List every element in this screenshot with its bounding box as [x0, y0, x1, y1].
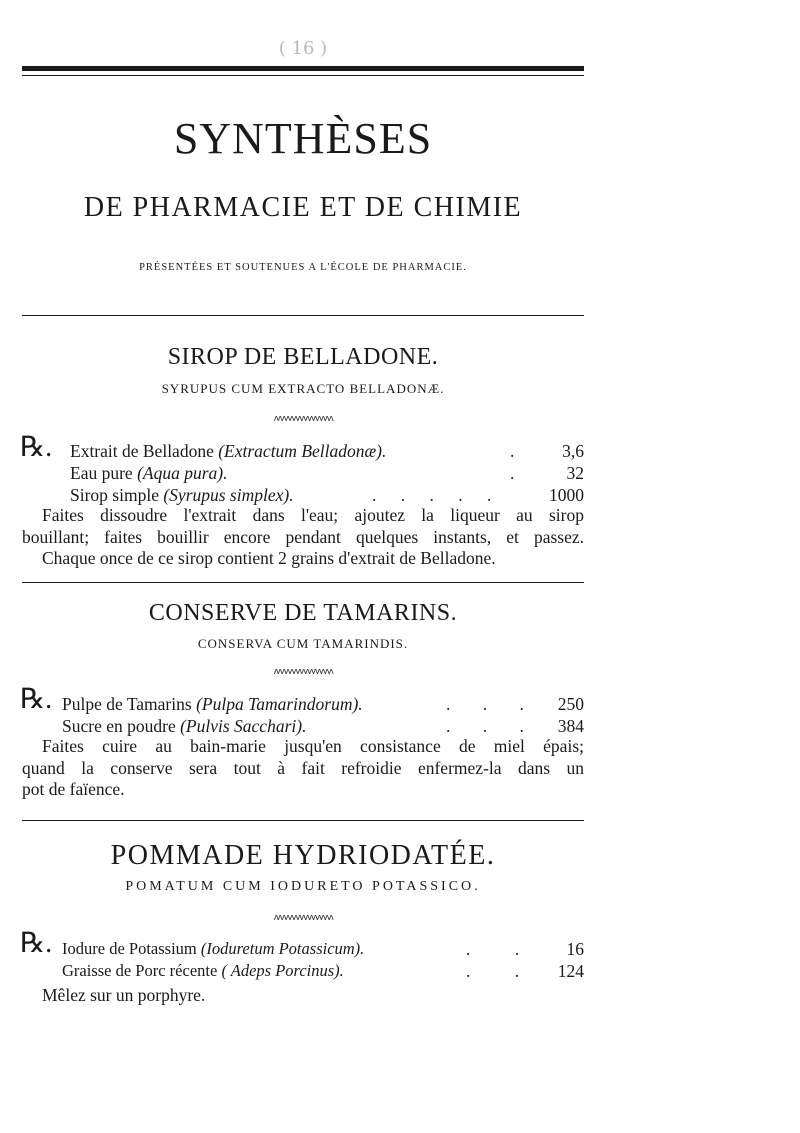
ornament-divider: ʌʌʌʌʌʌʌʌʌʌʌʌʌʌʌ — [273, 667, 333, 677]
ingredient-line — [62, 939, 364, 959]
ingredient-dots: . — [510, 441, 515, 461]
ingredient-quantity: 124 — [557, 961, 584, 981]
main-title: SYNTHÈSES — [173, 114, 433, 163]
page-number: ( 16 ) — [278, 38, 328, 59]
ingredient-latin: (Pulvis Sacchari). — [180, 716, 307, 736]
ingredient-dots: . . . . . — [372, 485, 502, 505]
ingredient-latin: (Pulpa Tamarindorum). — [196, 694, 363, 714]
text-line: pot de faïence. — [22, 779, 125, 799]
ingredient-quantity: 32 — [566, 463, 584, 483]
ingredient-name: Graisse de Porc récente — [62, 961, 218, 980]
text-line: Chaque once de ce sirop contient 2 grains d'extrait de Belladone. — [42, 548, 496, 568]
ingredient-latin: (Aqua pura). — [137, 463, 228, 483]
ingredient-latin: (Ioduretum Potassicum). — [200, 939, 365, 958]
text-line: bouillant; faites bouillir encore pendant quelques instants, et passez. — [22, 526, 584, 547]
ingredient-name: Eau pure — [70, 463, 133, 483]
text-line: Faites dissoudre l'extrait dans l'eau; ajoutez la liqueur au sirop — [42, 505, 584, 525]
section-latin-title: SYRUPUS CUM EXTRACTO BELLADONÆ. — [161, 381, 445, 396]
ornament-divider: ʌʌʌʌʌʌʌʌʌʌʌʌʌʌʌ — [273, 414, 333, 424]
text-line: Faites cuire au bain-marie jusqu'en consistance de miel épais; — [42, 736, 584, 756]
text-line: Mêlez sur un porphyre. — [42, 985, 206, 1005]
ingredient-line — [70, 485, 294, 506]
section-title: POMMADE HYDRIODATÉE. — [110, 840, 496, 871]
ingredient-latin: ( Adeps Porcinus). — [221, 961, 344, 980]
header-rule-thin — [22, 75, 584, 76]
section-latin-title: POMATUM CUM IODURETO POTASSICO. — [125, 879, 481, 894]
ingredient-line — [62, 961, 344, 981]
ingredient-line — [62, 716, 306, 737]
ingredient-line — [70, 463, 227, 484]
ingredient-latin: (Extractum Belladonæ). — [218, 441, 387, 461]
ingredient-latin: (Syrupus simplex). — [163, 485, 294, 505]
ingredient-line — [70, 441, 386, 462]
recipe-symbol: ℞. — [20, 432, 53, 463]
preparation-text — [22, 505, 584, 570]
title-note: PRÉSENTÉES ET SOUTENUES A L'ÉCOLE DE PHARMACIE. — [139, 262, 467, 273]
ingredient-dots: . — [510, 463, 515, 483]
recipe-symbol: ℞. — [20, 928, 53, 959]
preparation-text — [22, 736, 584, 801]
ingredient-quantity: 250 — [557, 694, 584, 714]
ingredient-dots: . . — [466, 939, 540, 959]
ingredient-name: Sirop simple — [70, 485, 159, 505]
ingredient-dots: . . — [466, 961, 540, 981]
ornament-divider: ʌʌʌʌʌʌʌʌʌʌʌʌʌʌʌ — [273, 913, 333, 923]
ingredient-quantity: 3,6 — [562, 441, 584, 461]
text-line: quand la conserve sera tout à fait refroidie enfermez-la dans un — [22, 757, 584, 778]
ingredient-dots: . . . — [446, 716, 538, 736]
ingredient-line — [62, 694, 363, 715]
main-subtitle: DE PHARMACIE ET DE CHIMIE — [83, 192, 523, 223]
ingredient-name: Iodure de Potassium — [62, 939, 197, 958]
header-rule-thick — [22, 66, 584, 71]
ingredient-quantity: 384 — [557, 716, 584, 736]
section-rule — [22, 315, 584, 316]
ingredient-name: Extrait de Belladone — [70, 441, 214, 461]
preparation-text — [22, 985, 584, 1007]
ingredient-dots: . . . — [446, 694, 538, 714]
ingredient-name: Sucre en poudre — [62, 716, 176, 736]
ingredient-quantity: 16 — [566, 939, 584, 959]
section-title: CONSERVE DE TAMARINS. — [148, 600, 458, 626]
section-title: SIROP DE BELLADONE. — [167, 344, 439, 370]
ingredient-name: Pulpe de Tamarins — [62, 694, 192, 714]
section-rule — [22, 820, 584, 821]
recipe-symbol: ℞. — [20, 684, 53, 715]
ingredient-quantity: 1000 — [549, 485, 584, 505]
section-latin-title: CONSERVA CUM TAMARINDIS. — [197, 636, 409, 651]
section-rule — [22, 582, 584, 583]
